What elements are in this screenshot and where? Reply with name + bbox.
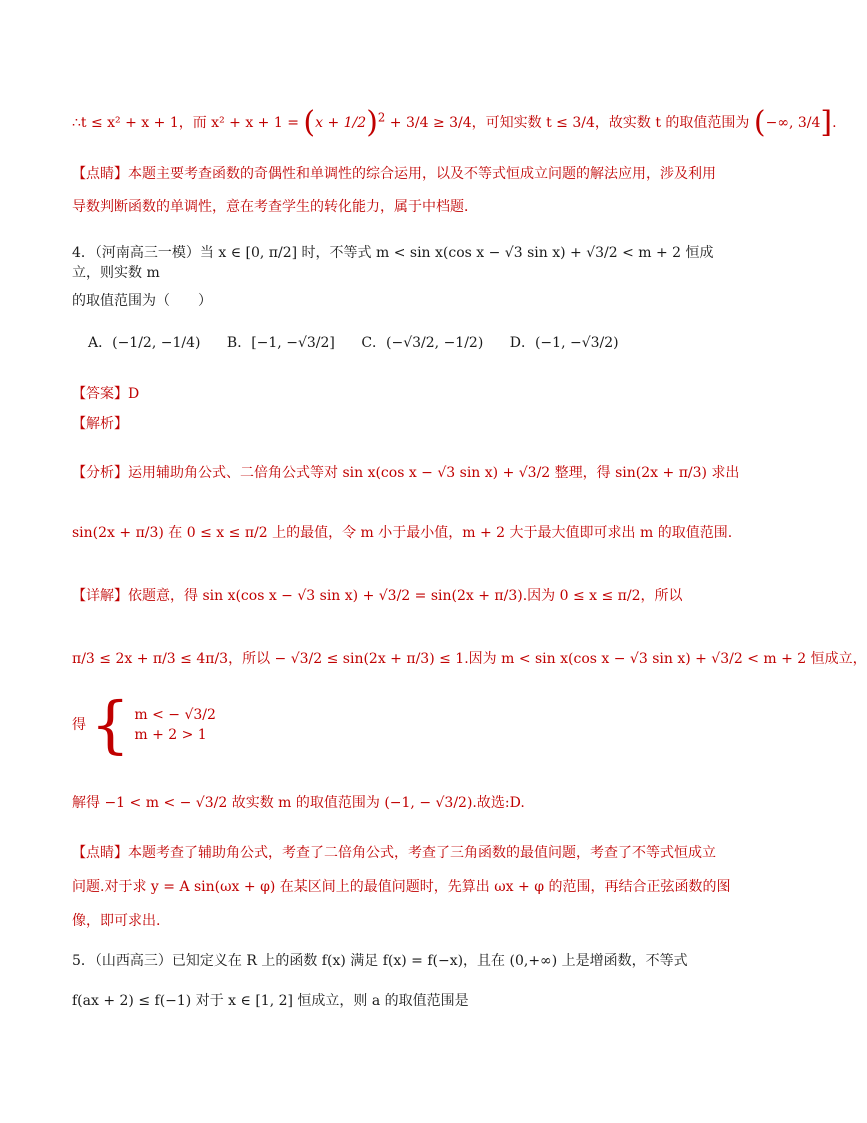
range: −∞, 3/4 <box>765 115 821 131</box>
fenxi-line-2: sin(2x + π/3) 在 0 ≤ x ≤ π/2 上的最值，令 m 小于最小值，m + 2 大于最大值即可求出 m 的取值范围. <box>72 525 733 541</box>
q4-stem-2: 的取值范围为（ ） <box>72 293 212 309</box>
system-block <box>72 688 734 761</box>
q5-stem-2: f(ax + 2) ≤ f(−1) 对于 x ∈ [1, 2] 恒成立，则 a 的取值范围是 <box>72 993 469 1009</box>
dianjing-2c: 像，即可求出. <box>72 913 161 929</box>
line1-mid: + 3/4 ≥ 3/4，可知实数 t ≤ 3/4，故实数 t 的取值范围为 <box>389 115 750 131</box>
answer-tag: 【答案】 <box>72 386 128 402</box>
q4-stem: 4．（河南高三一模）当 x ∈ [0, π/2] 时，不等式 m < sin x(cos x − √3 sin x) + √3/2 < m + 2 恒成立，则实数 m <box>72 245 714 281</box>
fenxi-line <box>72 462 740 482</box>
paren-open: ( <box>303 105 316 140</box>
xiangjie-tag: 【详解】 <box>72 588 128 604</box>
expr: x + 1/2 <box>315 115 367 131</box>
line1: ∴t ≤ x² + x + 1，而 $x^2 + x + 1 = (x + 1/2)^2 + 3/4 \ge 3/4$，可知实数 t ≤ 3/4，故实数 t 的取值范围为 (−∞, 3/4]. <box>72 105 837 140</box>
xiangjie-line <box>72 585 734 605</box>
brace-icon: { <box>90 688 130 761</box>
dianjing-2-text: 本题考查了辅助角公式，考查了二倍角公式，考查了三角函数的最值问题，考查了不等式恒成立 <box>128 845 716 861</box>
jiede-line: 解得 −1 < m < − √3/2 故实数 m 的取值范围为 (−1, − √3/2).故选:D. <box>72 795 525 811</box>
answer-value: D <box>128 386 140 402</box>
line1-prefix: ∴t ≤ x² + x + 1，而 x² + x + 1 = <box>72 115 299 131</box>
dianjing-1b: 导数判断函数的单调性，意在考查学生的转化能力，属于中档题． <box>72 199 478 215</box>
fenxi-text: 运用辅助角公式、二倍角公式等对 sin x(cos x − √3 sin x) + √3/2 整理，得 sin(2x + π/3) 求出 <box>128 465 740 481</box>
system <box>134 707 216 743</box>
dianjing-tag: 【点睛】 <box>72 166 128 182</box>
dianjing-2 <box>72 842 734 862</box>
system-line-1: m < − √3/2 <box>134 707 216 723</box>
exp: 2 <box>377 110 386 125</box>
q5-stem: 5．（山西高三）已知定义在 R 上的函数 f(x) 满足 f(x) = f(−x)，且在 (0,+∞) 上是增函数，不等式 <box>72 953 688 969</box>
de-label: 得 <box>72 717 86 733</box>
dianjing-1 <box>72 163 734 183</box>
option-d[interactable]: D．(−1, −√3/2) <box>509 335 619 351</box>
dianjing-2-tag: 【点睛】 <box>72 845 128 861</box>
dianjing-1-text: 本题主要考查函数的奇偶性和单调性的综合运用，以及不等式恒成立问题的解法应用，涉及利用 <box>128 166 716 182</box>
answer-line <box>72 383 734 403</box>
option-a[interactable]: A．(−1/2, −1/4) <box>88 335 201 351</box>
range-close: ] <box>820 105 833 140</box>
system-line-2: m + 2 > 1 <box>134 727 207 743</box>
option-b[interactable]: B．[−1, −√3/2] <box>226 335 335 351</box>
xiangjie-text: 依题意，得 sin x(cos x − √3 sin x) + √3/2 = sin(2x + π/3).因为 0 ≤ x ≤ π/2，所以 <box>128 588 683 604</box>
dianjing-2b: 问题.对于求 y = A sin(ωx + φ) 在某区间上的最值问题时，先算出 ωx + φ 的范围，再结合正弦函数的图 <box>72 879 731 895</box>
paren-close: ) <box>366 105 378 140</box>
fenxi-tag: 【分析】 <box>72 465 128 481</box>
q4-options <box>88 332 734 352</box>
range-open: ( <box>753 105 766 140</box>
option-c[interactable]: C．(−√3/2, −1/2) <box>361 335 484 351</box>
xiangjie-line-2: π/3 ≤ 2x + π/3 ≤ 4π/3，所以 − √3/2 ≤ sin(2x + π/3) ≤ 1.因为 m < sin x(cos x − √3 sin x) + √3/2 < m + 2 恒成立， <box>72 651 867 667</box>
jiexi-tag: 【解析】 <box>72 416 128 432</box>
